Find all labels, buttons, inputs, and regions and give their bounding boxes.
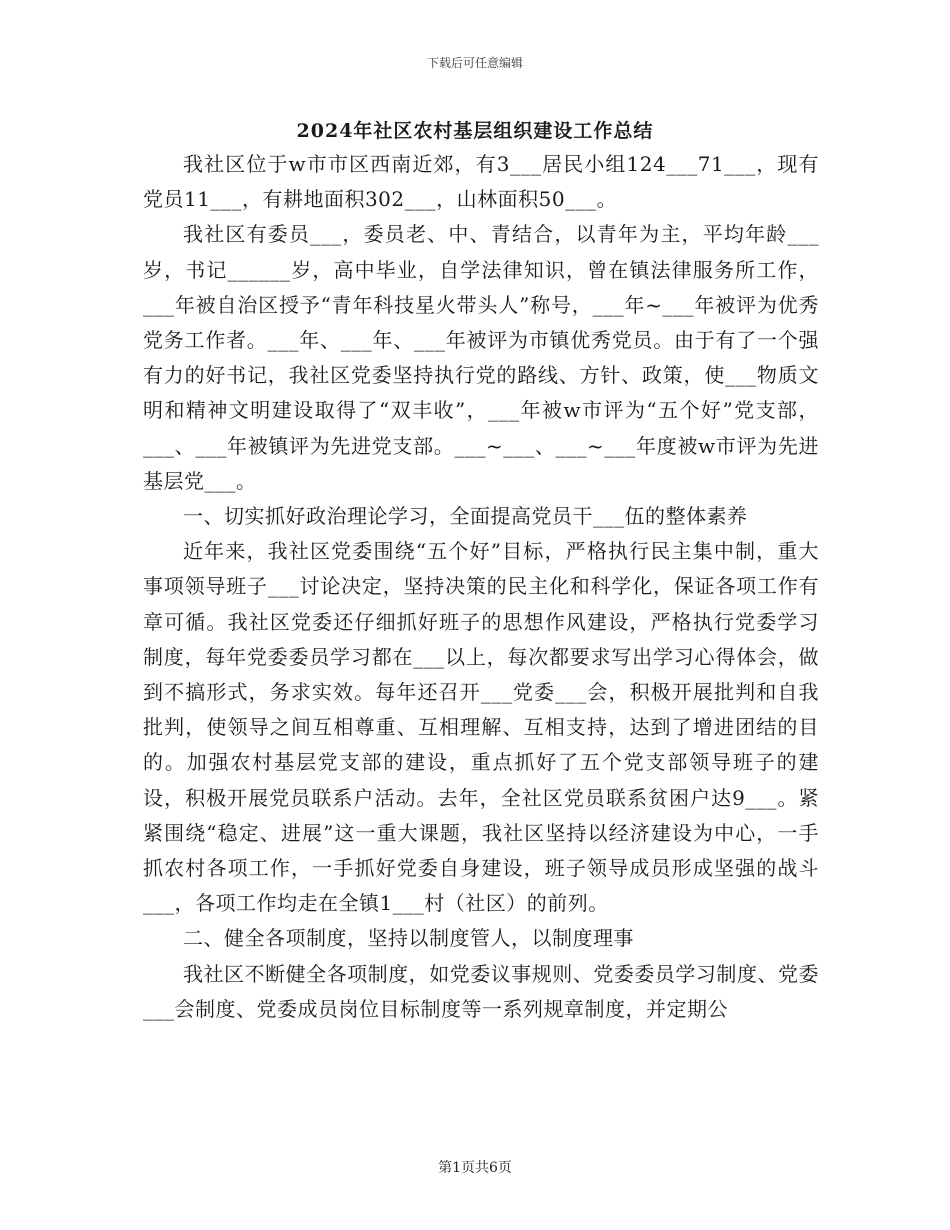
document-title: 2024年社区农村基层组织建设工作总结 [296,120,654,142]
document-body [143,147,819,1027]
page-footer: 第1页共6页 [438,1160,512,1176]
paragraph-intro: 我社区位于w市市区西南近郊，有3___居民小组124___71___，现有党员11___，有耕地面积302___，山林面积50___。 [143,152,819,212]
section-heading-1: 一、切实抓好政治理论学习，全面提高党员干___伍的整体素养 [183,504,748,529]
header-note: 下载后可任意编辑 [426,56,523,70]
paragraph-committee: 我社区有委员___，委员老、中、青结合，以青年为主，平均年龄___岁，书记______岁，高中毕业，自学法律知识，曾在镇法律服务所工作，___年被自治区授予“青年科技星火带头人”称号，___年~___年被评为优秀党务工作者。___年、___年、___年被评为市镇优秀党员。由于有了一个强有力的好书记，我社区党委坚持执行党的路线、方针、政策，使___物质文明和精神文明建设取得了“双丰收”，___年被w市评为“五个好”党支部，___、___年被镇评为先进党支部。___~___、___~___年度被w市评为先进基层党___。 [143,222,819,493]
paragraph-section-2: 我社区不断健全各项制度，如党委议事规则、党委委员学习制度、党委___会制度、党委成员岗位目标制度等一系列规章制度，并定期公 [143,961,819,1021]
section-heading-2: 二、健全各项制度，坚持以制度管人，以制度理事 [183,926,634,951]
paragraph-section-1: 近年来，我社区党委围绕“五个好”目标，严格执行民主集中制，重大事项领导班子___讨论决定，坚持决策的民主化和科学化，保证各项工作有章可循。我社区党委还仔细抓好班子的思想作风建设，严格执行党委学习制度，每年党委委员学习都在___以上，每次都要求写出学习心得体会，做到不搞形式，务求实效。每年还召开___党委___会，积极开展批判和自我批判，使领导之间互相尊重、互相理解、互相支持，达到了增进团结的目的。加强农村基层党支部的建设，重点抓好了五个党支部领导班子的建设，积极开展党员联系户活动。去年，全社区党员联系贫困户达9___。紧紧围绕“稳定、进展”这一重大课题，我社区坚持以经济建设为中心，一手抓农村各项工作，一手抓好党委自身建设，班子领导成员形成坚强的战斗___，各项工作均走在全镇1___村（社区）的前列。 [143,539,819,916]
